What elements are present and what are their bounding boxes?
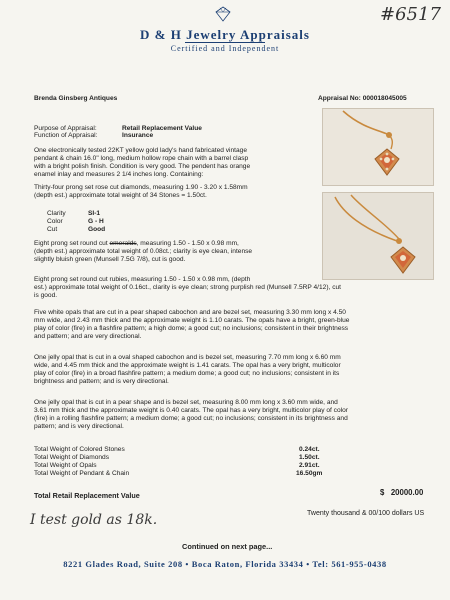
jelly-opal-pear-description: (fire) in a rolling flashfire pattern; a medium dome; a good cut; no inclusions; consistent in its brightness and <box>34 415 348 422</box>
grading-label: Cut <box>47 226 58 233</box>
total-label: Total Weight of Pendant & Chain <box>34 470 130 477</box>
grading-label: Clarity <box>47 210 66 217</box>
total-label: Total Weight of Diamonds <box>34 454 110 461</box>
pendant-photo <box>322 108 434 186</box>
footer-address: 8221 Glades Road, Suite 208 • Boca Raton, Florida 33434 • Tel: 561-955-0438 <box>63 559 387 569</box>
jelly-opal-pear-description: One jelly opal that is cut in a pear shape and is bezel set, measuring 8.00 mm long x 3.60 mm wide, and <box>34 399 338 406</box>
total-value: 1.50ct. <box>299 454 320 461</box>
emerald-description: slightly bluish green (Munsell 7.5G 7/8), cut is good. <box>34 256 186 263</box>
pendant-chain-photo <box>322 192 434 280</box>
appraisal-number: Appraisal No: 000018045005 <box>318 95 407 102</box>
emerald-description <box>34 240 239 248</box>
jelly-opal-oval-description: brightness and pattern; and is very directional. <box>34 378 169 385</box>
emerald-description-text: , measuring 1.50 - 1.50 x 0.98 mm, <box>136 240 239 247</box>
description-line: enamel inlay and measures 2 1/4 inches long. Containing: <box>34 171 204 178</box>
grading-label: Color <box>47 218 63 225</box>
company-name: D & H Jewelry Appraisals <box>140 27 310 42</box>
total-label: Total Weight of Opals <box>34 462 97 469</box>
grading-value: SI-1 <box>88 210 101 217</box>
white-opals-description: Five white opals that are cut in a pear shaped cabochon and are bezel set, measuring 3.30 mm long x 4.50 <box>34 309 346 316</box>
total-retail-label: Total Retail Replacement Value <box>34 491 140 500</box>
white-opals-description: mm wide, and 2.43 mm thick and the approximate weight is 1.10 carats. The opals have a bright, green-blue <box>34 317 350 324</box>
white-opals-description: and pattern; and are very directional. <box>34 333 142 340</box>
bail-icon <box>386 132 392 138</box>
client-name: Brenda Ginsberg Antiques <box>34 95 118 102</box>
jelly-opal-pear-description: pattern; and is very directional. <box>34 423 124 430</box>
total-retail-value: $ 20000.00 <box>380 488 424 497</box>
total-value: 2.91ct. <box>299 462 320 469</box>
jelly-opal-oval-description: play of color (fire) in a broad flashfire pattern; a medium dome; a good cut; no inclusions; consistent in its <box>34 370 340 377</box>
total-in-words: Twenty thousand & 00/100 dollars US <box>307 510 425 517</box>
jelly-opal-oval-description: wide, and 4.45 mm thick and the approximate weight is 1.41 carats. The opal has a very bright, multicolor <box>34 362 341 369</box>
handwritten-inventory-number: #6517 <box>380 4 441 25</box>
purpose-label: Purpose of Appraisal: <box>34 125 97 132</box>
ruby-description: Eight prong set round cut rubies, measuring 1.50 - 1.50 x 0.98 mm, (depth <box>34 276 251 283</box>
diamonds-description: (depth est.) approximate total weight of 34 Stones = 1.50ct. <box>34 192 207 199</box>
ruby-description: est.) approximate total weight of 0.16ct., clarity is eye clean; strong purplish red (Munsell 7.5RP 4/12), cut <box>34 284 342 291</box>
continued-notice: Continued on next page... <box>182 542 273 551</box>
ruby-description: is good. <box>34 292 58 299</box>
diamond-logo-icon <box>215 6 231 22</box>
company-subtitle: Certified and Independent <box>170 44 280 53</box>
total-value: 0.24ct. <box>299 446 320 453</box>
total-label: Total Weight of Colored Stones <box>34 446 125 453</box>
purpose-value: Retail Replacement Value <box>122 125 202 132</box>
grading-value: Good <box>88 226 106 233</box>
grading-value: G - H <box>88 218 104 225</box>
emerald-description: (depth est.) approximate total weight of 0.08ct.; clarity is eye clean, intense <box>34 248 253 255</box>
jelly-opal-oval-description: One jelly opal that is cut in a oval shaped cabochon and is bezel set, measuring 7.70 mm long x 6.60 mm <box>34 354 341 361</box>
emerald-description-text: Eight prong set round cut <box>34 240 110 247</box>
total-value: 16.50gm <box>296 470 323 477</box>
function-label: Function of Appraisal: <box>34 132 98 139</box>
jelly-opal-pear-description: 3.61 mm thick and the approximate weight is 0.40 carats. The opal has a very bright, multicolor play of color <box>34 407 348 414</box>
description-line: with a bright polish finish. Condition is very good. The pendent has orange <box>34 163 251 170</box>
handwritten-note: I test gold as 18k. <box>30 512 158 528</box>
white-opals-description: play of color (fire) in a flashfire pattern; a high dome; a good cut; no inclusions; consistent in their brightness <box>34 325 349 332</box>
function-value: Insurance <box>122 132 154 139</box>
struck-word: emeralds <box>109 240 137 247</box>
bail-icon <box>396 238 402 244</box>
description-line: One electronically tested 22KT yellow gold lady's hand fabricated vintage <box>34 147 247 154</box>
description-line: pendant & chain 16.0" long, medium hollow rope chain with a barrel clasp <box>34 155 249 162</box>
diamonds-description: Thirty-four prong set rose cut diamonds, measuring 1.90 - 3.20 x 1.58mm <box>34 184 248 191</box>
header-divider <box>185 42 265 43</box>
